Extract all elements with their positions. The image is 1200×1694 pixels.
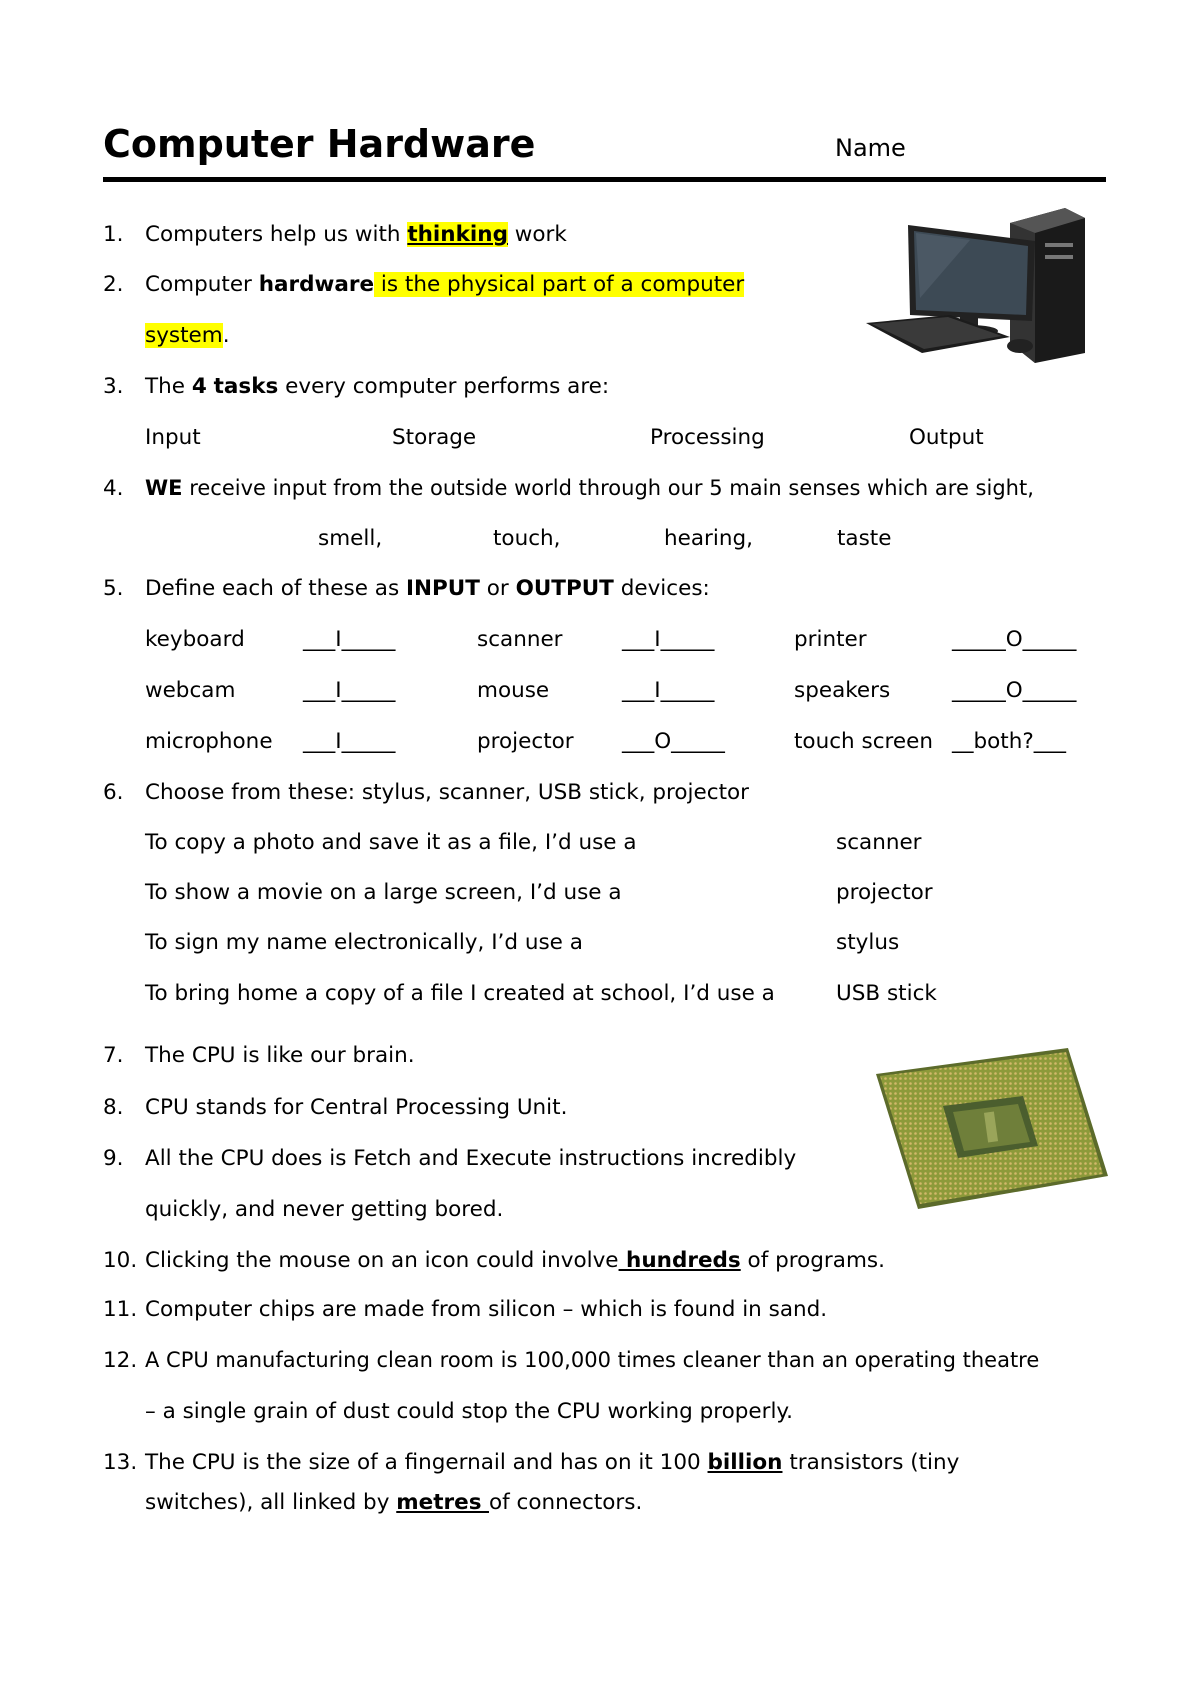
device-answer: ___O_____: [622, 729, 725, 754]
device-answer: ___I_____: [303, 627, 396, 652]
q9-text: All the CPU does is Fetch and Execute instructions incredibly: [145, 1146, 797, 1171]
q13-line2-prefix: switches), all linked by: [145, 1490, 397, 1515]
q13-answer-2: metres: [396, 1490, 489, 1515]
task-processing: Processing: [650, 425, 765, 450]
q3-bold-tasks: tasks: [213, 374, 279, 399]
q6-prompt: To copy a photo and save it as a file, I’d use a: [145, 830, 637, 855]
q12-text-line2: – a single grain of dust could stop the CPU working properly.: [145, 1399, 793, 1424]
q13-suffix: transistors (tiny: [782, 1450, 960, 1475]
q13-line2-suffix: of connectors.: [488, 1490, 643, 1515]
q6-number: 6.: [103, 780, 124, 805]
sense-touch: touch,: [493, 526, 561, 551]
q12-number: 12.: [103, 1348, 138, 1373]
q6-prompt: To show a movie on a large screen, I’d use a: [145, 880, 622, 905]
q10-text: [145, 1250, 885, 1272]
q6-prompt: To sign my name electronically, I’d use a: [145, 930, 583, 955]
device-name: webcam: [145, 678, 236, 703]
device-answer: ___I_____: [303, 729, 396, 754]
q13-number: 13.: [103, 1450, 138, 1475]
q1-prefix: Computers help us with: [145, 222, 408, 247]
device-name: printer: [794, 627, 867, 652]
q5-bold-input: INPUT: [406, 576, 480, 601]
q5-or: or: [479, 576, 516, 601]
q5-number: 5.: [103, 576, 124, 601]
q8-number: 8.: [103, 1095, 124, 1120]
q11-number: 11.: [103, 1297, 138, 1322]
q6-prompt: To bring home a copy of a file I created at school, I’d use a: [145, 981, 775, 1006]
device-answer: _____O_____: [952, 627, 1077, 652]
worksheet-title: Computer Hardware: [103, 122, 536, 166]
q2-period: .: [222, 323, 230, 348]
q5-text: [145, 578, 710, 600]
q3-prefix: The: [145, 374, 192, 399]
q9-text-line2: quickly, and never getting bored.: [145, 1197, 504, 1222]
q13-text-line2: [145, 1492, 642, 1514]
q13-text: [145, 1452, 959, 1474]
q1-suffix: work: [507, 222, 567, 247]
device-name: speakers: [794, 678, 891, 703]
q1-answer: thinking: [407, 222, 508, 247]
q7-number: 7.: [103, 1043, 124, 1068]
q4-number: 4.: [103, 476, 124, 501]
q7-text: The CPU is like our brain.: [145, 1043, 415, 1068]
device-name: keyboard: [145, 627, 245, 652]
q2-text-line2: [145, 325, 230, 347]
sense-smell: smell,: [318, 526, 383, 551]
device-answer: ___I_____: [622, 678, 715, 703]
desktop-computer-image: [860, 203, 1105, 365]
q6-answer: scanner: [836, 830, 922, 855]
q2-number: 2.: [103, 272, 124, 297]
q3-number: 3.: [103, 374, 124, 399]
q2-text: [145, 274, 744, 296]
q10-number: 10.: [103, 1248, 138, 1273]
q5-bold-output: OUTPUT: [515, 576, 614, 601]
q2-answer: hardware: [258, 272, 375, 297]
device-answer: _____O_____: [952, 678, 1077, 703]
q4-bold-we: WE: [145, 476, 183, 500]
device-name: microphone: [145, 729, 273, 754]
task-storage: Storage: [392, 425, 477, 450]
q2-prefix: Computer: [145, 272, 259, 297]
q6-text: Choose from these: stylus, scanner, USB stick, projector: [145, 780, 750, 805]
task-output: Output: [909, 425, 984, 450]
device-answer: ___I_____: [303, 678, 396, 703]
name-label: Name: [835, 134, 906, 162]
q12-text: A CPU manufacturing clean room is 100,000 times cleaner than an operating theatre: [145, 1348, 1040, 1372]
q2-highlight: is the physical part of a computer: [374, 272, 745, 297]
device-answer: __both?___: [952, 729, 1067, 754]
q3-bold-4: 4: [191, 374, 207, 399]
q3-text: [145, 376, 609, 398]
q3-suffix: every computer performs are:: [278, 374, 610, 399]
q1-number: 1.: [103, 222, 124, 247]
q8-text: CPU stands for Central Processing Unit.: [145, 1095, 568, 1120]
header-rule: [103, 177, 1106, 182]
device-name: touch screen: [794, 729, 933, 754]
q10-suffix: of programs.: [740, 1248, 885, 1273]
q6-answer: USB stick: [836, 981, 937, 1006]
sense-hearing: hearing,: [664, 526, 753, 551]
device-name: scanner: [477, 627, 563, 652]
q10-prefix: Clicking the mouse on an icon could involve: [145, 1248, 619, 1273]
q10-answer: hundreds: [618, 1248, 741, 1273]
q5-prefix: Define each of these as: [145, 576, 407, 601]
device-name: mouse: [477, 678, 550, 703]
q6-answer: stylus: [836, 930, 900, 955]
q13-answer: billion: [707, 1450, 783, 1475]
q4-body: receive input from the outside world through our 5 main senses which are sight,: [182, 476, 1034, 500]
device-name: projector: [477, 729, 574, 754]
q6-answer: projector: [836, 880, 933, 905]
device-answer: ___I_____: [622, 627, 715, 652]
q13-prefix: The CPU is the size of a fingernail and has on it 100: [145, 1450, 708, 1475]
q9-number: 9.: [103, 1146, 124, 1171]
q1-text: [145, 224, 567, 246]
cpu-chip-image: [868, 1046, 1113, 1211]
sense-taste: taste: [837, 526, 892, 551]
task-input: Input: [145, 425, 201, 450]
q5-suffix: devices:: [613, 576, 710, 601]
q4-text: [145, 478, 1034, 499]
q2-highlight-2: system: [145, 323, 223, 348]
q11-text: Computer chips are made from silicon – which is found in sand.: [145, 1297, 828, 1322]
